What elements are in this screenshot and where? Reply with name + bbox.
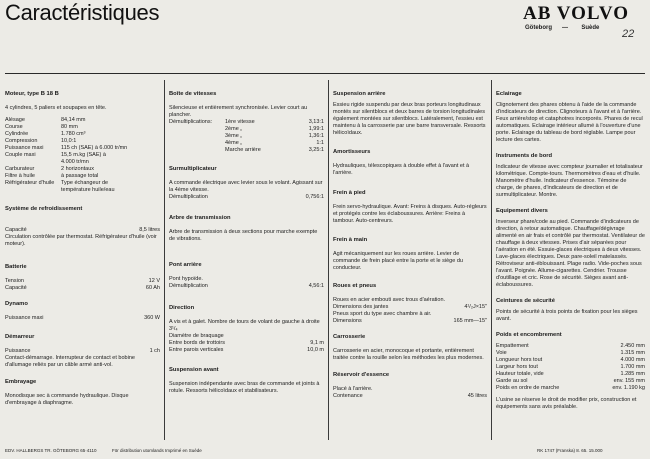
spec-label: Puissance maxi <box>5 145 44 151</box>
direction-text: A vis et à galet. Nombre de tours de volant de gauche à droite 3¹/₄ <box>169 319 320 332</box>
spec-value: 0,756:1 <box>305 194 324 200</box>
header-rule <box>5 73 645 74</box>
spec-label: Empattement <box>496 343 529 349</box>
refroid-table <box>5 227 160 234</box>
spec-label: 2ème „ <box>225 126 243 132</box>
spec-value: 4¹/₂J×15" <box>464 304 487 310</box>
brand-location <box>525 25 599 31</box>
spec-label: Entre parois verticales <box>169 347 224 353</box>
usine-text: L'usine se réserve le droit de modifier prix, construction et équipements sans avis préalable. <box>496 397 637 410</box>
spec-label: Longueur hors tout <box>496 357 543 363</box>
section-heading-demarreur: Démarreur <box>5 334 35 340</box>
spec-label: Couple maxi <box>5 152 36 158</box>
section-heading-pont-arriere: Pont arrière <box>169 262 202 268</box>
spec-row <box>333 304 487 311</box>
spec-row <box>5 278 160 285</box>
spec-value: 1:1 <box>316 140 324 146</box>
spec-row <box>333 318 487 325</box>
spec-label: Cylindrée <box>5 131 29 137</box>
spec-label: Réfrigérateur d'huile <box>5 180 55 186</box>
section-heading-carrosserie: Carrosserie <box>333 334 366 340</box>
spec-row <box>5 138 127 145</box>
spec-label: Démultiplication <box>169 283 208 289</box>
diametre-label: Diamètre de braquage <box>169 333 224 339</box>
spec-row <box>225 119 324 126</box>
section-heading-equipement: Equipement divers <box>496 208 548 214</box>
spec-label: Voie <box>496 350 507 356</box>
spec-label: Compression <box>5 138 38 144</box>
spec-row <box>169 347 324 354</box>
column-divider <box>328 80 329 440</box>
moteur-spec-table <box>5 117 127 194</box>
reservoir-text: Placé à l'arrière. <box>333 386 373 392</box>
spec-value: 80 mm <box>61 124 78 130</box>
spec-value: 4.000 mm <box>620 357 645 363</box>
refroid-text: Circulation contrôlée par thermostat. Réfrigérateur d'huile (voir moteur). <box>5 234 157 247</box>
section-heading-suspension-avant: Suspension avant <box>169 367 219 373</box>
spec-row <box>496 364 645 371</box>
section-heading-eclairage: Eclairage <box>496 91 522 97</box>
section-heading-frein-main: Frein à main <box>333 237 368 243</box>
section-heading-frein-pied: Frein à pied <box>333 190 366 196</box>
jantes-table <box>333 304 487 311</box>
spec-label: Course <box>5 124 23 130</box>
spec-row <box>169 283 324 290</box>
section-heading-arbre: Arbre de transmission <box>169 215 231 221</box>
footer-reference: RK 1747 (Franska) 8. 65. 15.000 <box>537 448 603 453</box>
footer-printer: EDV. HALLBERGS TR. GÖTEBORG 65·4110 <box>5 448 97 453</box>
spec-row <box>496 350 645 357</box>
spec-row <box>496 378 645 385</box>
section-heading-reservoir: Réservoir d'essence <box>333 372 390 378</box>
spec-value: 60 Ah <box>145 285 160 291</box>
spec-value: température huile/eau <box>61 187 115 193</box>
demult-table <box>225 119 324 154</box>
demarreur-table <box>5 348 160 355</box>
spec-row <box>496 343 645 350</box>
spec-value: 84,14 mm <box>61 117 86 123</box>
section-heading-instruments: Instruments de bord <box>496 153 553 159</box>
spec-row <box>5 187 127 194</box>
page-number-mark: 22 <box>622 28 635 40</box>
spec-row <box>5 131 127 138</box>
spec-value: 2 horizontaux <box>61 166 95 172</box>
pneus-text: Pneus sport du type avec chambre à air. <box>333 311 432 317</box>
brand-city: Göteborg <box>525 25 552 31</box>
spec-value: 12 V <box>148 278 160 284</box>
spec-label: Marche arrière <box>225 147 261 153</box>
section-heading-refroidissement: Système de refroidissement <box>5 206 83 212</box>
column-3 <box>333 91 487 400</box>
bv-text: Silencieuse et entièrement synchronisée. Levier court au plancher. <box>169 105 308 118</box>
surmult-text: A commande électrique avec levier sous le volant. Agissant sur la 4ème vitesse. <box>169 180 323 193</box>
section-heading-dynamo: Dynamo <box>5 301 28 307</box>
spec-label: Puissance maxi <box>5 315 44 321</box>
spec-value: env. 155 mm <box>613 378 645 384</box>
spec-row <box>333 393 487 400</box>
spec-row <box>225 147 324 154</box>
spec-label: Largeur hors tout <box>496 364 538 370</box>
spec-label: Dimensions <box>333 318 362 324</box>
column-4 <box>496 91 645 411</box>
spec-value: Type échangeur de <box>61 180 109 186</box>
spec-label: Garde au sol <box>496 378 528 384</box>
pont-table <box>169 283 324 290</box>
reservoir-table <box>333 393 487 400</box>
section-heading-direction: Direction <box>169 305 195 311</box>
carrosserie-text: Carrosserie en acier, monocoque et portante, entièrement traitée contre la rouille selon les méthodes les plus modernes. <box>333 348 484 361</box>
spec-label: Dimensions des jantes <box>333 304 389 310</box>
spec-value: 3,25:1 <box>308 147 324 153</box>
spec-row <box>496 357 645 364</box>
spec-row <box>5 227 160 234</box>
page-title: Caractéristiques <box>5 0 160 25</box>
spec-row <box>5 348 160 355</box>
spec-row <box>496 371 645 378</box>
ceintures-text: Points de sécurité à trois points de fixation pour les sièges avant. <box>496 309 638 322</box>
embrayage-text: Monodisque sec à commande hydraulique. Disque d'embrayage à diaphragme. <box>5 393 129 406</box>
brand-country: Suède <box>581 25 600 31</box>
spec-label: Hauteur totale, vide <box>496 371 544 377</box>
spec-value: 15,5 m.kg (SAE) à <box>61 152 106 158</box>
spec-row <box>5 180 127 187</box>
spec-label: Carburateur <box>5 166 35 172</box>
demult-label: Démultiplications: <box>169 119 213 125</box>
pont-text: Pont hypoïde. <box>169 276 203 282</box>
spec-value: 45 litres <box>467 393 487 399</box>
spec-row <box>169 194 324 201</box>
spec-value: env. 1.190 kg <box>612 385 645 391</box>
instruments-text: Indicateur de vitesse avec compteur journalier et totalisateur kilométrique. Compte-tours. Thermomètres d'eau et d'huile. Manomètre d'huile. Indicateur d'essence. Témoine de charge, de phares, d'indicateurs de direction et de surmultiplicateur. Montre. <box>496 164 643 198</box>
surmult-table <box>169 194 324 201</box>
spec-value: 3,13:1 <box>308 119 324 125</box>
direction-table <box>169 340 324 354</box>
section-heading-moteur: Moteur, type B 18 B <box>5 91 59 97</box>
spec-label <box>5 159 61 166</box>
spec-row <box>5 285 160 292</box>
spec-value: 1,99:1 <box>308 126 324 132</box>
arbre-text: Arbre de transmission à deux sections pour marche exempte de vibrations. <box>169 229 318 242</box>
spec-row <box>5 145 127 152</box>
spec-row <box>5 117 127 124</box>
spec-value: 1 ch <box>149 348 160 354</box>
spec-value: à passage total <box>61 173 99 179</box>
spec-value: 4.000 tr/mn <box>61 159 89 165</box>
spec-label: Entre bords de trottoirs <box>169 340 225 346</box>
spec-row <box>225 133 324 140</box>
eclairage-text: Clignotement des phares obtenu à l'aide de la commande d'indicateurs de direction. Clignoteurs à l'avant et à l'arrière. Feux arrière/stop et cataphotres incorporés. Phares de recul automatiques. Eclairage intérieur allumé à l'ouverture d'une porte. Eclairage du tableau de bord réglable. Lampe pour lecture des cartes. <box>496 102 643 143</box>
spec-label: 4ème „ <box>225 140 243 146</box>
spec-value: 360 W <box>144 315 160 321</box>
section-heading-batterie: Batterie <box>5 264 27 270</box>
spec-row <box>5 173 127 180</box>
batterie-table <box>5 278 160 292</box>
section-heading-suspension-arriere: Suspension arrière <box>333 91 386 97</box>
amort-text: Hydrauliques, télescopiques à double effet à l'avant et à l'arrière. <box>333 163 470 176</box>
spec-label: Capacité <box>5 285 27 291</box>
section-heading-surmultiplicateur: Surmultiplicateur <box>169 166 217 172</box>
section-heading-ceintures: Ceintures de sécurité <box>496 298 555 304</box>
spec-value: 10,0:1 <box>61 138 77 144</box>
spec-value: 1.315 mm <box>620 350 645 356</box>
column-1 <box>5 91 160 407</box>
spec-value: 8,5 litres <box>139 227 160 233</box>
section-heading-roues-pneus: Roues et pneus <box>333 283 377 289</box>
demarreur-text: Contact-démarrage. Interrupteur de contact et bobine d'allumage reliés par un câble armé anti-vol. <box>5 355 135 368</box>
spec-row <box>5 159 127 166</box>
spec-label: Alésage <box>5 117 25 123</box>
section-heading-amortisseurs: Amortisseurs <box>333 149 371 155</box>
column-divider <box>164 80 165 440</box>
spec-row <box>225 140 324 147</box>
spec-label: Tension <box>5 278 24 284</box>
spec-label: Poids en ordre de marche <box>496 385 560 391</box>
spec-value: 1.700 mm <box>620 364 645 370</box>
susp-ar-text: Essieu rigide suspendu par deux bras porteurs longitudinaux montés sur silentblocs et deux barres de torsion longitudinales également montées sur silentblocs. Latéralement, l'essieu est maintenu à la carrosserie par une barre transversale. Ressorts hélicoïdaux. <box>333 102 486 136</box>
spec-row <box>225 126 324 133</box>
equipement-text: Inverseur phare/code au pied. Commande d'indicateurs de direction, à retour automatique. Chauffage/dégivrage alimenté en air frais et contrôlé par thermostat. Ventilateur de chauffage à deux vitesses. Prises d'air séparées pour l'aération en été. Essuie-glaces électriques à deux vitesses. Lave-glaces électriques. Deux pare-soleil matelassés. Rétroviseur anti-éblouissant. Plage radio. Vide-poches sous l'avant. Poignée. Allume-cigarettes. Cendrier. Trousse d'outillage et cric. Rose de sécurité. Sièges avant anti-éclaboussures. <box>496 219 645 288</box>
spec-label <box>5 187 61 194</box>
dynamo-table <box>5 315 160 322</box>
spec-value: 1.285 mm <box>620 371 645 377</box>
spec-value: 1,36:1 <box>308 133 324 139</box>
spec-row <box>169 340 324 347</box>
spec-value: 165 mm—15" <box>453 318 487 324</box>
spec-label: Démultiplication <box>169 194 208 200</box>
spec-row <box>496 385 645 392</box>
spec-label: Puissance <box>5 348 31 354</box>
spec-row <box>5 315 160 322</box>
pneus-table <box>333 318 487 325</box>
roues-text: Roues en acier embouti avec trous d'aération. <box>333 297 446 303</box>
brand-dash: — <box>562 25 569 31</box>
spec-label: 1ère vitesse <box>225 119 255 125</box>
spec-value: 10,0 m <box>307 347 324 353</box>
brand-logo: AB VOLVO <box>523 3 629 24</box>
demult-block <box>169 119 324 154</box>
spec-value: 2.450 mm <box>620 343 645 349</box>
spec-label: Capacité <box>5 227 27 233</box>
column-2 <box>169 91 324 395</box>
susp-av-text: Suspension indépendante avec bras de commande et joints à rotule. Ressorts hélicoïdaux et stabilisateurs. <box>169 381 320 394</box>
frein-pied-text: Frein servo-hydraulique. Avant: Freins à disques. Auto-régleurs et protégés contre les éclaboussures. Arrière: Freins à tambour. Auto-centreurs. <box>333 204 487 224</box>
spec-row <box>5 152 127 159</box>
section-heading-poids: Poids et encombrement <box>496 332 562 338</box>
spec-label: 3ème „ <box>225 133 243 139</box>
spec-row <box>5 124 127 131</box>
column-divider <box>491 80 492 440</box>
spec-value: 4,56:1 <box>308 283 324 289</box>
spec-value: 1.780 cm³ <box>61 131 86 137</box>
spec-value: 9,1 m <box>310 340 324 346</box>
poids-table <box>496 343 645 392</box>
section-heading-boite-vitesses: Boîte de vitesses <box>169 91 217 97</box>
footer-distribution: För distribution utomlands Imprimé en Suède <box>112 448 202 453</box>
spec-label: Contenance <box>333 393 363 399</box>
spec-row <box>5 166 127 173</box>
moteur-intro: 4 cylindres, 5 paliers et soupapes en tête. <box>5 105 107 111</box>
spec-label: Filtre à huile <box>5 173 35 179</box>
section-heading-embrayage: Embrayage <box>5 379 37 385</box>
frein-main-text: Agit mécaniquement sur les roues arrière. Levier de commande de frein placé entre la porte et le siège du conducteur. <box>333 251 463 271</box>
spec-value: 115 ch (SAE) à 6.000 tr/mn <box>61 145 128 151</box>
